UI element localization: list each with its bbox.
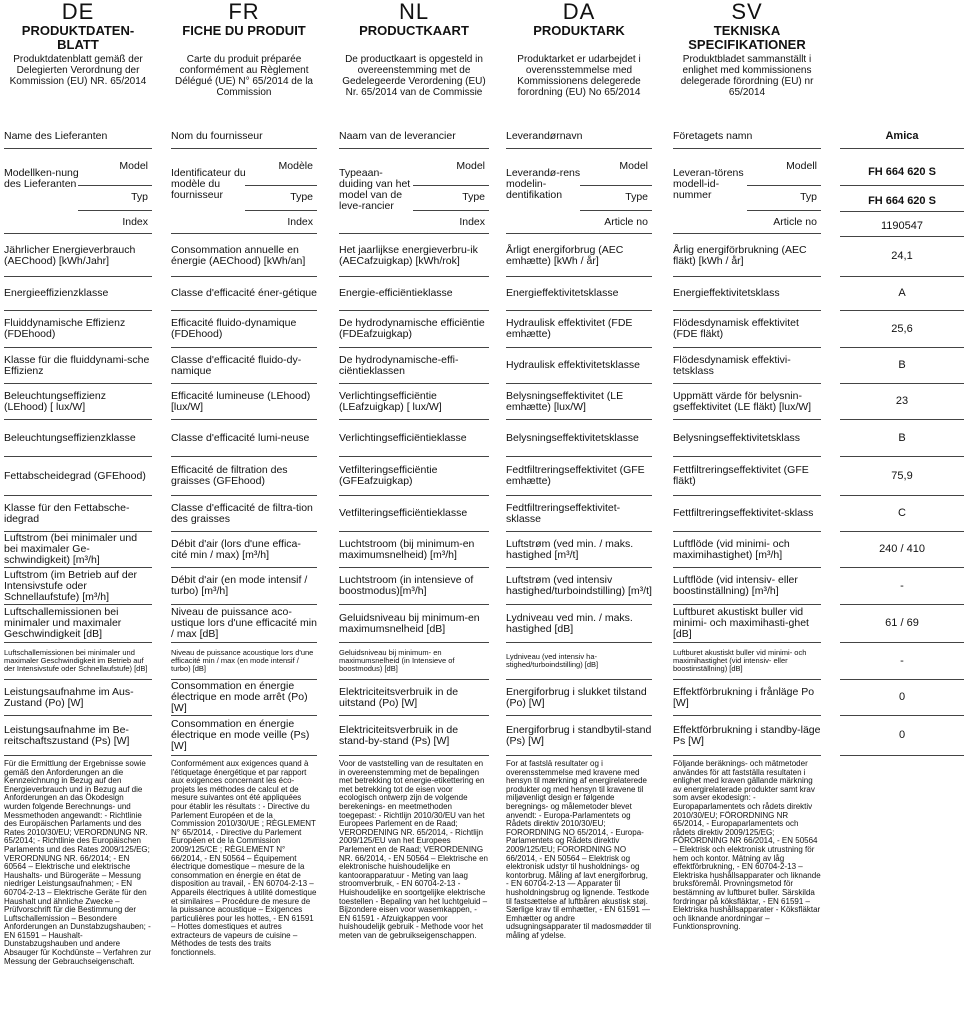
column-sv bbox=[673, 0, 821, 932]
spec-row-label: Fluiddynamische Effizienz (FDEhood) bbox=[4, 311, 152, 348]
spec-row-label: Fettfiltreringseffektivitet (GFE fläkt) bbox=[673, 457, 821, 496]
divider-line bbox=[245, 210, 317, 211]
divider-line bbox=[78, 185, 152, 186]
spec-row-label: Fettfiltreringseffektivitet-sklass bbox=[673, 496, 821, 532]
divider-line bbox=[747, 185, 821, 186]
index-label: Index bbox=[122, 216, 148, 228]
divider-line bbox=[747, 210, 821, 211]
model-label: Model bbox=[119, 160, 148, 172]
spec-row-label: Klasse für den Fettabsche-idegrad bbox=[4, 496, 152, 532]
index-label: Article no bbox=[604, 216, 648, 228]
spec-row-label: Klasse für die fluiddynami-sche Effizienz bbox=[4, 348, 152, 384]
spec-row-label: Belysningseffektivitetsklasse bbox=[506, 420, 652, 457]
spec-row-label: Luchtstroom (in intensieve of boostmodus)[m³/h] bbox=[339, 568, 489, 605]
type-label: Typ bbox=[131, 191, 148, 203]
methods-footnote: Für die Ermittlung der Ergebnisse sowie gemäß den Anforderungen an die Kennzeichnung in Bezug auf den Energieverbrauch und in Bezug auf die Anforderungen an das Ökodesign wurden folgende Berechnungs- und Messmethoden angewandt: - Richtlinie des Europäischen Parlaments und des Rates 2010/30/EU; VERORDNUNG NR. 65/2014; - Richtlinie des Europäischen Parlaments und des Rates 2009/125/EG; VERORDNUNG NR. 66/2014; - EN 60564 – Elektrische und elektrische Haushalts- und Bürogeräte – Messung niedriger Leistungsaufnahmen; - EN 60704-2-13 – Elektrische Geräte für den Haushalt und ähnliche Zwecke – Prüfvorschrift für die Bestimmung der Luftschallemission – Besondere Anforderungen an Dunstabzugshauben; - EN 61591 – Haushalt-Dunstabzugshauben und andere Absauger für Kochdünste – Verfahren zur Messung der Gebrauchseigenschaft. bbox=[4, 760, 152, 966]
spec-row-label: Flödesdynamisk effektivi-tetsklass bbox=[673, 348, 821, 384]
spec-row-label: Geluidsniveau bij minimum-en maximumsnelheid [dB] bbox=[339, 605, 489, 643]
sheet-title: TEKNISKA SPECIFIKATIONER bbox=[688, 23, 806, 52]
supplier-label: Naam van de leverancier bbox=[339, 124, 489, 149]
type-label: Type bbox=[462, 191, 485, 203]
value-cell: A bbox=[840, 277, 964, 311]
spec-row-label: Classe d'efficacité lumi-neuse bbox=[171, 420, 317, 457]
spec-row-label: Vetfilteringsefficiëntie (GFEafzuigkap) bbox=[339, 457, 489, 496]
model-group-label: Leverandø-rens modelin-dentifikation bbox=[506, 167, 581, 201]
spec-row-label: Luftburet akustiskt buller vid minimi- och maximihastighet (vid intensiv- eller boostinställning) [dB] bbox=[673, 643, 821, 680]
spec-row-label: Geluidsniveau bij minimum- en maximumsnelheid (in Intensieve of boostmodus) [dB] bbox=[339, 643, 489, 680]
regulation-intro: Produktarket er udarbejdet i overensstemmelse med Kommissionens delegerede forordning (EU) No 65/2014 bbox=[517, 54, 641, 98]
language-code: NL bbox=[398, 0, 430, 24]
methods-footnote: Följande beräknings- och mätmetoder användes för att fastställa resultaten i enlighet med kraven gällande märkning av energirelaterade produkter samt krav som avser ekodesign: - Europaparlamentets och rådets direktiv 2010/30/EU; FÖRORDNING NR 65/2014, - Europaparlamentets och rådets direktiv 2009/125/EG; FÖRORDNING NR 66/2014, - EN 50564 – Elektrisk och elektronisk utrustning för hem och kontor. Mätning av låg effektförbrukning, - EN 60704-2-13 – Elektriska hushållsapparater och liknande bruksföremål. Provningsmetod för bestämning av luftburet buller. Särskilda fordringar på köksfläktar, - EN 61591 – Elektriska hushållsapparater - Köksfläktar och liknande anordningar – Funktionsprovning. bbox=[673, 760, 821, 932]
value-model: FH 664 620 S bbox=[840, 160, 964, 186]
regulation-intro: Produktdatenblatt gemäß der Delegierten Verordnung der Kommission (EU) NR. 65/2014 bbox=[9, 54, 147, 87]
index-label: Index bbox=[287, 216, 313, 228]
spec-row-label: Consommation annuelle en énergie (AEChood) [kWh/an] bbox=[171, 236, 317, 277]
spec-row-label: Fedtfiltreringseffektivitet (GFE emhætte) bbox=[506, 457, 652, 496]
spec-row-label: Classe d'efficacité fluido-dy-namique bbox=[171, 348, 317, 384]
spec-row-label: Elektriciteitsverbruik in de stand-by-stand (Ps) [W] bbox=[339, 716, 489, 756]
spec-row-label: Classe d'efficacité éner-gétique bbox=[171, 277, 317, 311]
spec-row-label: Energieeffizienzklasse bbox=[4, 277, 152, 311]
model-label: Model bbox=[619, 160, 648, 172]
value-cell: - bbox=[840, 643, 964, 680]
divider-line bbox=[171, 233, 317, 234]
model-group-label: Modellken-nung des Lieferanten bbox=[4, 167, 79, 190]
language-code: FR bbox=[228, 0, 260, 24]
spec-row-label: Luftflöde (vid intensiv- eller boostinställning) [m³/h] bbox=[673, 568, 821, 605]
spec-row-label: Luftschallemissionen bei minimaler und maximaler Geschwindigkeit [dB] bbox=[4, 605, 152, 643]
value-type: FH 664 620 S bbox=[840, 191, 964, 212]
spec-row-label: Belysningseffektivitetsklass bbox=[673, 420, 821, 457]
spec-row-label: Jährlicher Energieverbrauch (AEChood) [kWh/Jahr] bbox=[4, 236, 152, 277]
spec-row-label: Lydniveau ved min. / maks. hastighed [dB] bbox=[506, 605, 652, 643]
language-code: SV bbox=[731, 0, 763, 24]
model-group-label: Leveran-törens modell-id-nummer bbox=[673, 167, 744, 201]
spec-row-label: Energieffektivitetsklass bbox=[673, 277, 821, 311]
value-cell: B bbox=[840, 348, 964, 384]
spec-row-label: Luftstrom (im Betrieb auf der Intensivstufe oder Schnellaufstufe) [m³/h] bbox=[4, 568, 152, 605]
value-supplier: Amica bbox=[840, 124, 964, 149]
spec-row-label: Effektförbrukning i frånläge Po [W] bbox=[673, 680, 821, 716]
index-label: Index bbox=[459, 216, 485, 228]
model-label: Modèle bbox=[278, 160, 313, 172]
value-cell: C bbox=[840, 496, 964, 532]
sheet-title: PRODUKTDATEN-BLATT bbox=[21, 23, 135, 52]
regulation-intro: Produktbladet sammanställt i enlighet med kommissionens delegerade förordning (EU) nr 65/2014 bbox=[680, 54, 814, 98]
value-cell: 240 / 410 bbox=[840, 532, 964, 568]
spec-row-label: Luftstrøm (ved min. / maks. hastighed [m³/t] bbox=[506, 532, 652, 568]
spec-row-label: Efficacité lumineuse (LEhood) [lux/W] bbox=[171, 384, 317, 420]
type-label: Typ bbox=[800, 191, 817, 203]
sheet-title: PRODUKTARK bbox=[533, 23, 625, 38]
spec-row-label: Débit d'air (en mode intensif / turbo) [m³/h] bbox=[171, 568, 317, 605]
supplier-label: Nom du fournisseur bbox=[171, 124, 317, 149]
column-nl bbox=[339, 0, 489, 940]
value-cell: 25,6 bbox=[840, 311, 964, 348]
spec-row-label: Beleuchtungseffizienz (LEhood) [ lux/W] bbox=[4, 384, 152, 420]
sheet-title: FICHE DU PRODUIT bbox=[182, 23, 306, 38]
divider-line bbox=[673, 233, 821, 234]
value-cell: 24,1 bbox=[840, 236, 964, 277]
spec-row-label: Vetfilteringsefficiëntieklasse bbox=[339, 496, 489, 532]
divider-line bbox=[413, 185, 489, 186]
spec-row-label: Consommation en énergie électrique en mode arrêt (Po) [W] bbox=[171, 680, 317, 716]
value-cell: 0 bbox=[840, 680, 964, 716]
spec-row-label: Efficacité fluido-dynamique (FDEhood) bbox=[171, 311, 317, 348]
spec-row-label: Belysningseffektivitet (LE emhætte) [lux/W] bbox=[506, 384, 652, 420]
divider-line bbox=[580, 210, 652, 211]
column-da bbox=[506, 0, 652, 940]
spec-row-label: Classe d'efficacité de filtra-tion des graisses bbox=[171, 496, 317, 532]
divider-line bbox=[78, 210, 152, 211]
methods-footnote: For at fastslå resultater og i overensstemmelse med kravene med hensyn til mærkning af energirelaterede produkter og med hensyn til kravene til miljøvenligt design er følgende beregnings- og målemetoder blevet anvendt: - Europa-Parlamentets og Rådets direktiv 2010/30/EU; FORORDNING NO 65/2014, - Europa-Parlamentets og Rådets direktiv 2009/125/EU; FORORDNING NO 66/2014, - EN 50564 – Elektrisk og elektronisk udstyr til husholdnings- og kontorbrug. Måling af lavt energiforbrug, - EN 60704-2-13 — Apparater til husholdningsbrug og lignende. Testkode til fastsættelse af luftbåren akustisk støj. Særlige krav til emhætter, - EN 61591 — Emhætter og andre udsugningsapparater til madosmødder til måling af ydelse. bbox=[506, 760, 651, 940]
spec-row-label: Niveau de puissance aco-ustique lors d'une efficacité min / max [dB] bbox=[171, 605, 317, 643]
spec-row-label: Débit d'air (lors d'une effica-cité min / max) [m³/h] bbox=[171, 532, 317, 568]
value-cell: 75,9 bbox=[840, 457, 964, 496]
value-cell: - bbox=[840, 568, 964, 605]
methods-footnote: Conformément aux exigences quand à l'étiquetage énergétique et par rapport aux exigences concernant les éco-projets les méthodes de calcul et de mesure suivantes ont été appliquées pour établir les résultats : - Directive du Parlement Européen et de la Commission 2010/30/UE ; RÈGLEMENT N° 65/2014, - Directive du Parlement Européen et de la Commission 2009/125/CE ; RÈGLEMENT N° 66/2014, - EN 50564 – Équipement électrique domestique – mesure de la consommation en énergie en état de disposition au travail, - EN 60704-2-13 – Appareils électriques à utilité domestique et similaires – Procédure de mesure de la puissance acoustique – Exigences particulières pour les hottes, - EN 61591 – Hottes domestiques et autres extracteurs de vapeurs de cuisine – Méthodes de tests des traits fonctionnels. bbox=[171, 760, 317, 958]
model-group-label: Typeaan-duiding van het model van de leve-rancier bbox=[339, 167, 411, 212]
model-group-label: Identificateur du modèle du fournisseur bbox=[171, 167, 246, 201]
spec-row-label: Hydraulisk effektivitetsklasse bbox=[506, 348, 652, 384]
spec-row-label: Energie-efficiëntieklasse bbox=[339, 277, 489, 311]
sheet-title: PRODUCTKAART bbox=[359, 23, 469, 38]
spec-row-label: Effektförbrukning i standby-läge Ps [W] bbox=[673, 716, 821, 756]
divider-line bbox=[580, 185, 652, 186]
value-cell: B bbox=[840, 420, 964, 457]
spec-row-label: Årlig energiförbrukning (AEC fläkt) [kWh / år] bbox=[673, 236, 821, 277]
spec-row-label: Luftburet akustiskt buller vid minimi- och maximihasti-ghet [dB] bbox=[673, 605, 821, 643]
spec-row-label: Elektriciteitsverbruik in de uitstand (Po) [W] bbox=[339, 680, 489, 716]
column-de bbox=[4, 0, 152, 966]
spec-row-label: Niveau de puissance acoustique lors d'une efficacité min / max (en mode intensif / turbo) [dB] bbox=[171, 643, 317, 680]
regulation-intro: Carte du produit préparée conformément au Règlement Délégué (UE) N° 65/2014 de la Commission bbox=[175, 54, 313, 98]
spec-row-label: Luftschallemissionen bei minimaler und maximaler Geschwindigkeit im Betrieb auf der Intensivstufe oder Schnellaufstufe) [dB] bbox=[4, 643, 152, 680]
spec-row-label: Energieffektivitetsklasse bbox=[506, 277, 652, 311]
spec-row-label: Energiforbrug i standbytil-stand (Ps) [W] bbox=[506, 716, 652, 756]
value-index: 1190547 bbox=[840, 216, 964, 237]
spec-row-label: Verlichtingsefficiëntie (LEafzuigkap) [ lux/W] bbox=[339, 384, 489, 420]
divider-line bbox=[4, 233, 152, 234]
type-label: Type bbox=[625, 191, 648, 203]
spec-row-label: Leistungsaufnahme im Be-reitschaftszustand (Ps) [W] bbox=[4, 716, 152, 756]
spec-row-label: Hydraulisk effektivitet (FDE emhætte) bbox=[506, 311, 652, 348]
language-code: DA bbox=[562, 0, 596, 24]
index-label: Article no bbox=[773, 216, 817, 228]
spec-row-label: De hydrodynamische efficiëntie (FDEafzuigkap) bbox=[339, 311, 489, 348]
model-label: Model bbox=[456, 160, 485, 172]
divider-line bbox=[413, 210, 489, 211]
regulation-intro: De productkaart is opgesteld in overeenstemming met de Gedelegeerde Verordening (EU) Nr. 65/2014 van de Commissie bbox=[342, 54, 486, 98]
spec-row-label: Lydniveau (ved intensiv ha-stighed/turboindstilling) [dB] bbox=[506, 643, 652, 680]
spec-row-label: Het jaarlijkse energieverbru-ik (AECafzuigkap) [kWh/rok] bbox=[339, 236, 489, 277]
type-label: Type bbox=[290, 191, 313, 203]
spec-row-label: Consommation en énergie électrique en mode veille (Ps) [W] bbox=[171, 716, 317, 756]
spec-row-label: Uppmätt värde för belysnin-gseffektivitet (LE fläkt) [lux/W] bbox=[673, 384, 821, 420]
spec-row-label: Årligt energiforbrug (AEC emhætte) [kWh / år] bbox=[506, 236, 652, 277]
language-code: DE bbox=[61, 0, 95, 24]
value-cell: 23 bbox=[840, 384, 964, 420]
divider-line bbox=[245, 185, 317, 186]
spec-row-label: Luftstrøm (ved intensiv hastighed/turboindstilling) [m³/t] bbox=[506, 568, 652, 605]
supplier-label: Leverandørnavn bbox=[506, 124, 652, 149]
spec-row-label: Verlichtingsefficiëntieklasse bbox=[339, 420, 489, 457]
spec-row-label: Luftstrom (bei minimaler und bei maximaler Ge-schwindigkeit) [m³/h] bbox=[4, 532, 152, 568]
spec-row-label: Fettabscheidegrad (GFEhood) bbox=[4, 457, 152, 496]
spec-row-label: Energiforbrug i slukket tilstand (Po) [W] bbox=[506, 680, 652, 716]
supplier-label: Name des Lieferanten bbox=[4, 124, 152, 149]
spec-row-label: Fedtfiltreringseffektivitet-sklasse bbox=[506, 496, 652, 532]
supplier-label: Företagets namn bbox=[673, 124, 821, 149]
divider-line bbox=[506, 233, 652, 234]
model-label: Modell bbox=[786, 160, 817, 172]
spec-row-label: Efficacité de filtration des graisses (GFEhood) bbox=[171, 457, 317, 496]
value-cell: 61 / 69 bbox=[840, 605, 964, 643]
spec-row-label: Flödesdynamisk effektivitet (FDE fläkt) bbox=[673, 311, 821, 348]
divider-line bbox=[339, 233, 489, 234]
spec-row-label: De hydrodynamische-effi-ciëntieklassen bbox=[339, 348, 489, 384]
spec-row-label: Leistungsaufnahme im Aus-Zustand (Po) [W] bbox=[4, 680, 152, 716]
value-cell: 0 bbox=[840, 716, 964, 756]
spec-row-label: Luftflöde (vid minimi- och maximihastighet) [m³/h] bbox=[673, 532, 821, 568]
spec-row-label: Beleuchtungseffizienzklasse bbox=[4, 420, 152, 457]
methods-footnote: Voor de vaststelling van de resultaten en in overeenstemming met de bepalingen met betrekking tot energie-etikettering en met betrekking tot de eisen voor ecologisch ontwerp zijn de volgende berekenings- en meetmethoden toegepast: - Richtlijn 2010/30/EU van het Europees Parlement en de Raad; VERORDENING NR. 65/2014, - Richtlijn 2009/125/EU van het Europees Parlement en de Raad; VERORDENING NR. 66/2014, - EN 50564 – Elektrische en elektronische huishoudelijke en kantoorapparatuur - Meting van laag stroomverbruik, - EN 60704-2-13 - Huishoudelijke en soortgelijke elektrische toestellen - Bepaling van het luchtgeluid – Bijzondere eisen voor wasemkappen, - EN 61591 - Afzuigkappen voor huishoudelijk gebruik - Methode voor het meten van de gebruikseigenschappen. bbox=[339, 760, 488, 940]
column-fr bbox=[171, 0, 317, 958]
spec-row-label: Luchtstroom (bij minimum-en maximumsnelheid) [m³/h] bbox=[339, 532, 489, 568]
